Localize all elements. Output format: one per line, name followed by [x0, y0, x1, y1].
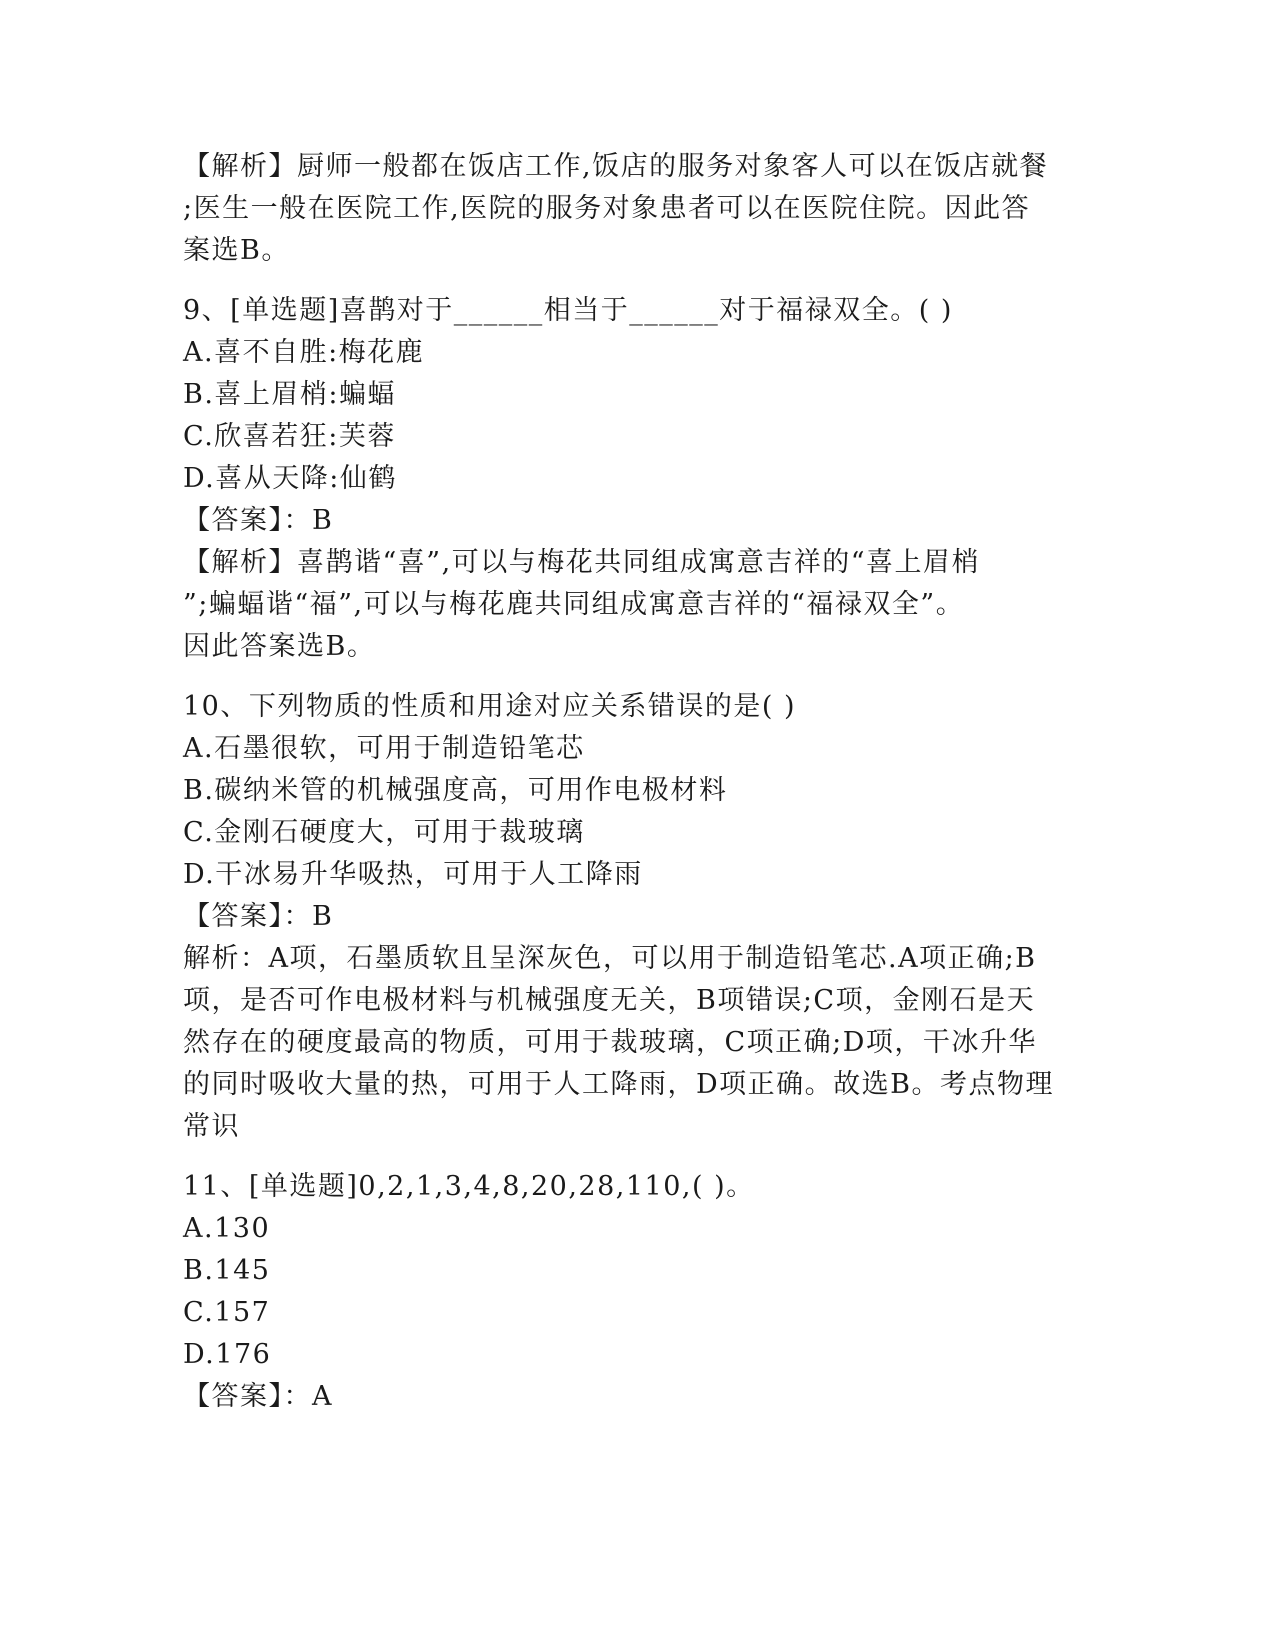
analysis-line: 【解析】厨师一般都在饭店工作,饭店的服务对象客人可以在饭店就餐 [183, 151, 1049, 182]
option-b: B.145 [183, 1255, 271, 1286]
analysis-line: ”;蝙蝠谐“福”,可以与梅花鹿共同组成寓意吉祥的“福禄双全”。 [183, 589, 965, 620]
analysis-line: 解析：A项，石墨质软且呈深灰色，可以用于制造铅笔芯.A项正确;B [183, 943, 1037, 974]
option-b: B.喜上眉梢:蝙蝠 [183, 379, 397, 410]
option-a: A.喜不自胜:梅花鹿 [183, 337, 425, 368]
question-9 [183, 290, 1083, 668]
question-text: 9、[单选题]喜鹊对于______相当于______对于福禄双全。( ) [183, 295, 953, 326]
answer-line: 【答案】：A [183, 1381, 333, 1412]
analysis-line: 常识 [183, 1111, 240, 1142]
option-c: C.157 [183, 1297, 271, 1328]
option-d: D.176 [183, 1339, 272, 1370]
analysis-line: 然存在的硬度最高的物质，可用于裁玻璃，C项正确;D项，干冰升华 [183, 1027, 1037, 1058]
option-c: C.金刚石硬度大，可用于裁玻璃 [183, 817, 585, 848]
question-text: 10、下列物质的性质和用途对应关系错误的是( ) [183, 691, 797, 722]
option-d: D.喜从天降:仙鹤 [183, 463, 397, 494]
exam-page [183, 146, 1083, 1418]
spacer [183, 272, 1083, 290]
option-d: D.干冰易升华吸热，可用于人工降雨 [183, 859, 643, 890]
analysis-line: 【解析】喜鹊谐“喜”,可以与梅花共同组成寓意吉祥的“喜上眉梢 [183, 547, 980, 578]
spacer [183, 1148, 1083, 1166]
analysis-line: 案选B。 [183, 235, 290, 266]
q8-analysis [183, 146, 1083, 272]
analysis-line: 因此答案选B。 [183, 631, 376, 662]
analysis-line: ;医生一般在医院工作,医院的服务对象患者可以在医院住院。因此答 [183, 193, 1031, 224]
spacer [183, 668, 1083, 686]
option-a: A.石墨很软，可用于制造铅笔芯 [183, 733, 585, 764]
analysis-line: 项，是否可作电极材料与机械强度无关，B项错误;C项，金刚石是天 [183, 985, 1036, 1016]
option-a: A.130 [183, 1213, 271, 1244]
answer-line: 【答案】：B [183, 505, 334, 536]
option-c: C.欣喜若狂:芙蓉 [183, 421, 396, 452]
question-11 [183, 1166, 1083, 1418]
option-b: B.碳纳米管的机械强度高，可用作电极材料 [183, 775, 728, 806]
question-text: 11、[单选题]0,2,1,3,4,8,20,28,110,( )。 [183, 1171, 755, 1202]
analysis-line: 的同时吸收大量的热，可用于人工降雨，D项正确。故选B。考点物理 [183, 1069, 1054, 1100]
question-10 [183, 686, 1083, 1148]
answer-line: 【答案】：B [183, 901, 334, 932]
